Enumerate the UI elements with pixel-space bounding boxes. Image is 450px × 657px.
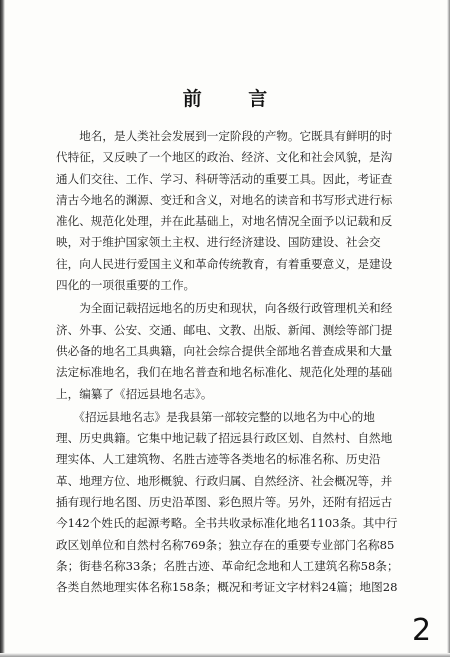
paragraph-3: [56, 407, 411, 599]
text-line: 理实体、人工建筑物、名胜古迹等各类地名的标准名称、历史沿: [56, 452, 381, 467]
text-line: 上，编纂了《招远县地名志》。: [56, 386, 213, 401]
text-line: 今142个姓氏的起源考略。全书共收录标准化地名1103条。其中行: [56, 516, 398, 531]
text-line: 为全面记载招远地名的历史和现状，向各级行政管理机关和经: [56, 301, 393, 316]
page-bottom-edge: [0, 653, 450, 657]
paragraph-1: [56, 126, 411, 296]
page-title: 前 言: [182, 88, 288, 110]
text-line: 供必备的地名工具典籍，向社会综合提供全部地名普查成果和大量: [56, 343, 393, 358]
text-line: 往，向人民进行爱国主义和革命传统教育，有着重要意义，是建设: [56, 256, 393, 271]
body-text: [56, 126, 411, 601]
text-line: 理、历史典籍。它集中地记载了招远县行政区划、自然村、自然地: [56, 431, 393, 446]
text-line: 政区划单位和自然村名称769条；独立存在的重要专业部门名称85: [56, 537, 395, 552]
text-line: 插有现行地名图、历史沿革图、彩色照片等。另外，还附有招远古: [56, 495, 393, 510]
text-line: 代特征，又反映了一个地区的政治、经济、文化和社会风貌，是沟: [56, 150, 393, 165]
paragraph-2: [56, 298, 411, 404]
text-line: 革、地理方位、地形概貌、行政归属、自然经济、社会概况等，并: [56, 473, 393, 488]
text-line: 法定标准地名，我们在地名普查和地名标准化、规范化处理的基础: [56, 365, 393, 380]
text-line: 地名，是人类社会发展到一定阶段的产物。它既具有鲜明的时: [56, 129, 393, 143]
text-line: 各类自然地理实体名称158条；概况和考证文字材料24篇；地图28: [56, 580, 398, 595]
text-line: 通人们交往、工作、学习、科研等活动的重要工具。因此，考证查: [56, 171, 393, 186]
text-line: 映，对于维护国家领土主权、进行经济建设、国防建设、社会交: [56, 235, 381, 250]
text-line: 济、外事、公安、交通、邮电、文教、出版、新闻、测绘等部门提: [56, 322, 393, 337]
text-line: 准化、规范化处理，并在此基础上，对地名情况全面予以记载和反: [56, 214, 393, 229]
text-line: 四化的一项很重要的工作。: [56, 278, 196, 293]
text-line: 清古今地名的渊源、变迁和含义，对地名的读音和书写形式进行标: [56, 192, 393, 207]
handwritten-page-number: 2: [412, 613, 432, 648]
text-line: 条；街巷名称33条；名胜古迹、革命纪念地和人工建筑名称58条；: [56, 558, 399, 573]
text-line: 《招远县地名志》是我县第一部较完整的以地名为中心的地: [56, 409, 375, 424]
